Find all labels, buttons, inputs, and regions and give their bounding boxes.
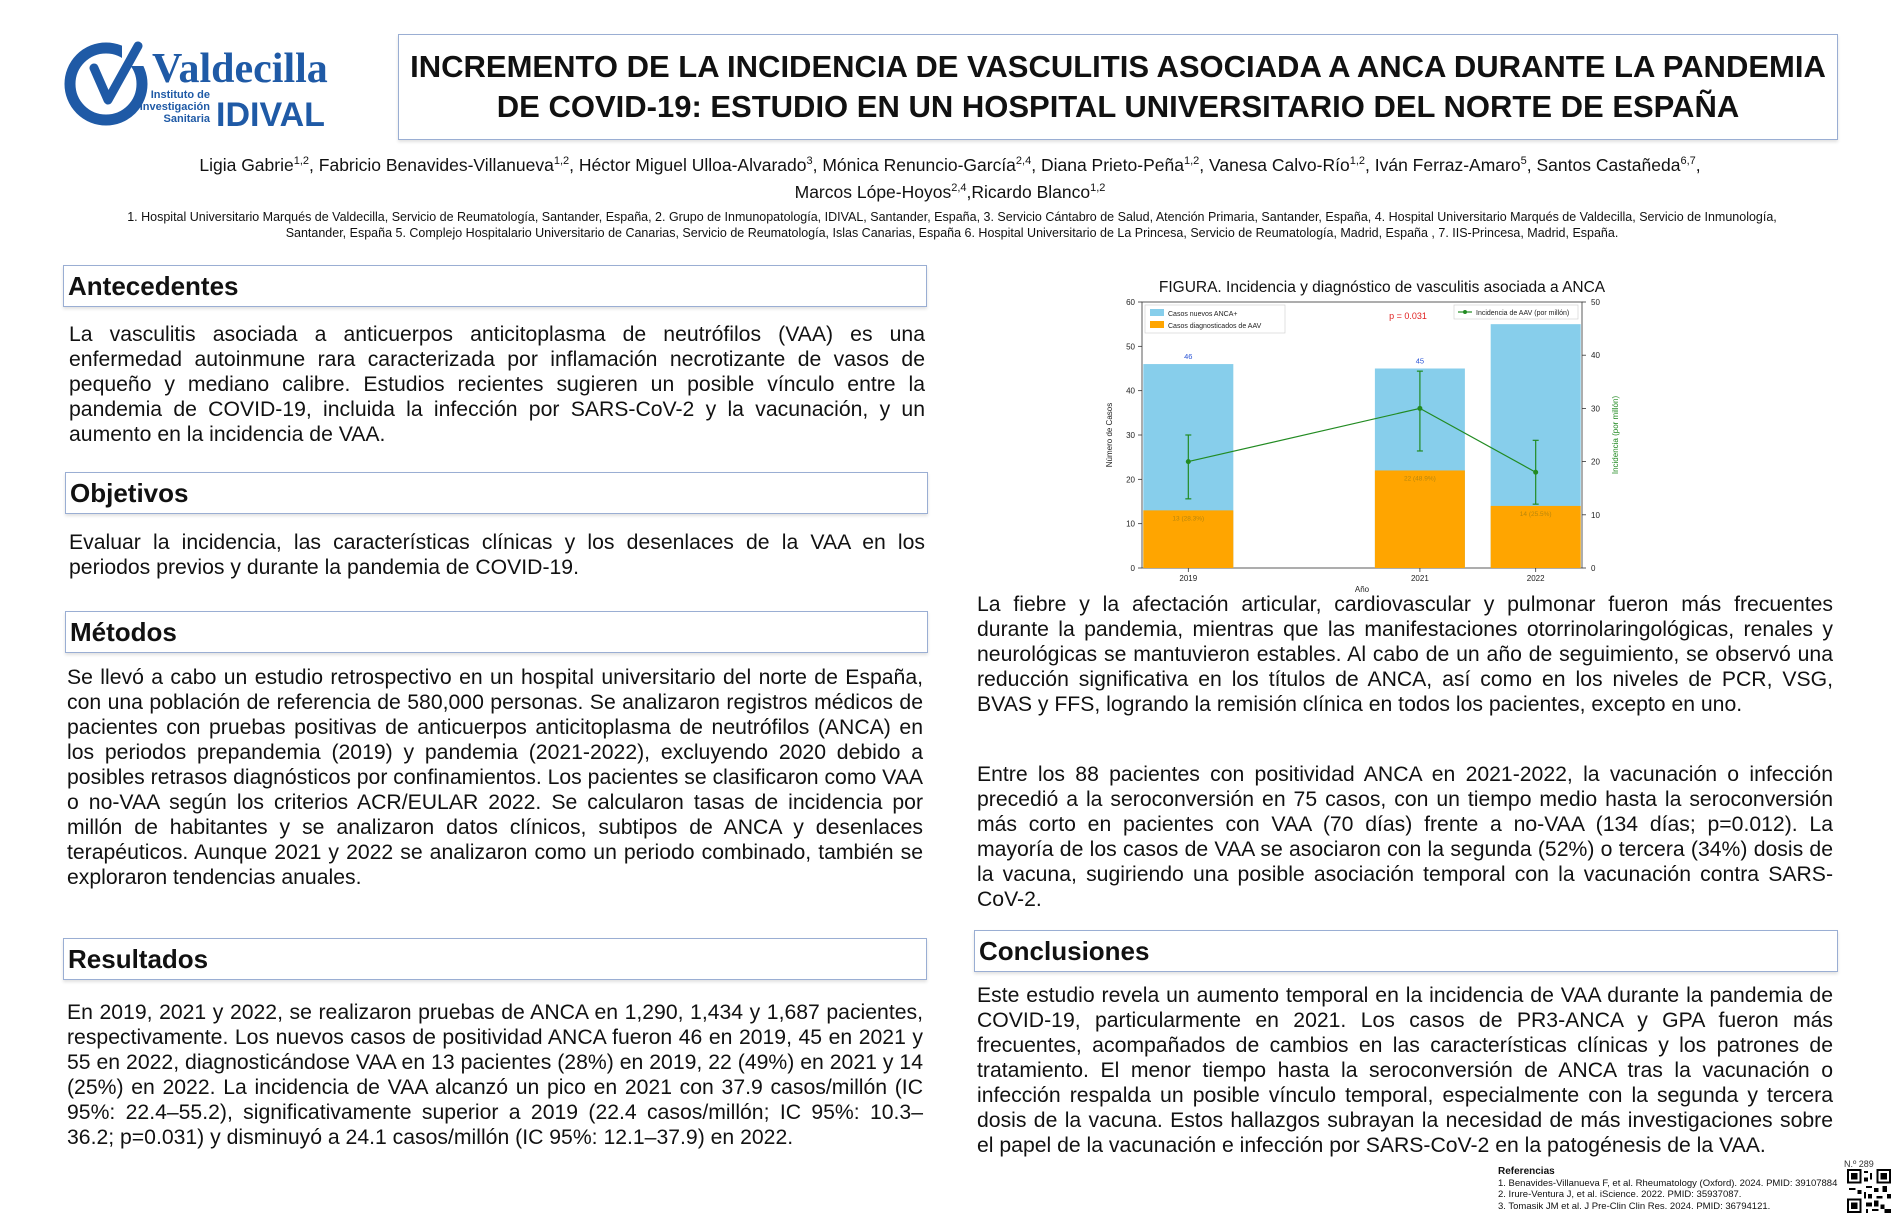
author-name: Fabricio Benavides-Villanueva <box>318 154 554 175</box>
legend-label: Casos nuevos ANCA+ <box>1168 311 1238 318</box>
y-axis-label: Número de Casos <box>1105 402 1114 468</box>
title-line-1: INCREMENTO DE LA INCIDENCIA DE VASCULITIS ASOCIADA A ANCA DURANTE LA PANDEMIA <box>410 49 1826 84</box>
author-affiliation-sup: 1,2 <box>553 155 570 167</box>
bar-inner-label: 13 (28.3%) <box>1172 515 1205 523</box>
author-list: Ligia Gabrie$^{1,2}$, Fabricio Benavides-Villanueva$^{1,2}$, Héctor Miguel Ulloa-Alvarado$^3$, Mónica Renuncio-García$^{2,4}$, Diana Prieto-Peña$^{1,2}$, Vanesa Calvo-Río$^{1,2}$, Iván Ferraz-Amaro$^5$, Santos Castañeda$^{6,7}$, Marcos Lópe-Hoyos$^{2,4}$,Ricardo Blanco$^{1,2}$ <box>199 154 1701 202</box>
incidence-point <box>1533 470 1538 475</box>
author-name: Mónica Renuncio-García <box>822 154 1016 175</box>
y2-tick-label: 30 <box>1591 404 1600 414</box>
author-affiliation-sup: 1,2 <box>1183 155 1200 167</box>
author-name: Santos Castañeda <box>1536 154 1681 175</box>
references-title: Referencias <box>1498 1166 1555 1177</box>
conclusiones-text: Este estudio revela un aumento temporal en la incidencia de VAA durante la pandemia de COVID-19, particularmente en 2021. Los casos de PR3-ANCA y GPA fueron más frecuentes, acompañados de cambios en las características clínicas y los patrones de tratamiento. El menor tiempo hasta la seroconversión de ANCA tras la vacunación o infección respalda un posible vínculo temporal, especialmente con la segunda y tercera dosis de la vacuna. Estos hallazgos subrayan la necesidad de más investigaciones sobre el papel de la vacunación e infección por SARS-CoV-2 en la patogénesis de la VAA. <box>977 984 1833 1157</box>
y-tick-label: 0 <box>1130 564 1135 573</box>
chart-title: FIGURA. Incidencia y diagnóstico de vasculitis asociada a ANCA <box>1158 279 1606 296</box>
author-name: Marcos Lópe-Hoyos <box>794 181 952 202</box>
resultados-text: En 2019, 2021 y 2022, se realizaron pruebas de ANCA en 1,290, 1,434 y 1,687 pacientes, respectivamente. Los nuevos casos de positividad ANCA fueron 46 en 2019, 45 en 2021 y 55 en 2022, diagnosticándose VAA en 13 pacientes (28%) en 2019, 22 (49%) en 2021 y 14 (25%) en 2022. La incidencia de VAA alcanzó un pico en 2021 con 37.9 casos/millón (IC 95%: 22.4–55.2), significativamente superior a 2019 (22.4 casos/millón; IC 95%: 10.3–36.2; p=0.031) y disminuyó a 24.1 casos/millón (IC 95%: 12.1–37.9) en 2022. <box>67 1001 923 1149</box>
legend-label: Incidencia de AAV (por millón) <box>1476 310 1570 317</box>
author-name: Ricardo Blanco <box>971 181 1091 202</box>
section-heading-antecedentes: Antecedentes <box>63 265 927 307</box>
author-name: Diana Prieto-Peña <box>1040 154 1184 175</box>
logo-line1: Instituto de <box>150 89 210 101</box>
x-tick-label: 2022 <box>1526 574 1545 583</box>
valdecilla-idival-logo <box>64 38 354 130</box>
author-affiliation-sup: 2,4 <box>1015 155 1032 167</box>
incidence-chart <box>1098 274 1628 594</box>
author-affiliation-sup: 1,2 <box>1349 155 1365 167</box>
bar-value-label: 46 <box>1184 352 1193 362</box>
objetivos-text: Evaluar la incidencia, las características clínicas y los desenlaces de la VAA en los periodos previos y durante la pandemia de COVID-19. <box>69 531 925 579</box>
y2-tick-label: 20 <box>1591 457 1600 467</box>
author-affiliation-sup: 1,2 <box>293 155 310 167</box>
logo-brand: Valdecilla <box>152 46 328 92</box>
title-line-2: DE COVID-19: ESTUDIO EN UN HOSPITAL UNIVERSITARIO DEL NORTE DE ESPAÑA <box>496 89 1740 124</box>
y-tick-label: 40 <box>1126 386 1135 396</box>
legend-label: Casos diagnosticados de AAV <box>1168 323 1262 330</box>
results-paragraph-3: Entre los 88 pacientes con positividad ANCA en 2021-2022, la vacunación o infección precedió a la seroconversión en 75 casos, con un tiempo medio hasta la seroconversión más corto en pacientes con VAA (70 días) frente a no-VAA (134 días; p=0.012). La mayoría de los casos de VAA se asociaron con la segunda (52%) o tercera (34%) dosis de la vacuna, sugiriendo una posible asociación temporal con la vacunación contra SARS-CoV-2. <box>977 763 1833 911</box>
y-tick-label: 60 <box>1126 298 1135 307</box>
y-tick-label: 50 <box>1126 342 1135 352</box>
metodos-text: Se llevó a cabo un estudio retrospectivo en un hospital universitario del norte de España, con una población de referencia de 580,000 personas. Se analizaron registros médicos de pacientes con pruebas positivas de anticuerpos anticitoplasma de neutrófilos (ANCA) en los periodos prepandemia (2019) y pandemia (2021-2022), excluyendo 2020 debido a posibles retrasos diagnósticos por confinamientos. Los pacientes se clasificaron como VAA o no-VAA según los criterios ACR/EULAR 2022. Se calcularon tasas de incidencia por millón de habitantes y se analizaron datos clínicos, subtipos de ANCA y desenlaces terapéuticos. Aunque 2021 y 2022 se analizaron como un periodo combinado, también se exploraron tendencias anuales. <box>67 666 923 889</box>
y2-tick-label: 10 <box>1591 510 1600 520</box>
legend-swatch <box>1150 321 1164 328</box>
section-heading-resultados: Resultados <box>63 938 927 980</box>
reference-3: 3. Tomasik JM et al. J Pre-Clin Clin Res. 2024. PMID: 36794121. <box>1498 1200 1771 1212</box>
author-name: Vanesa Calvo-Río <box>1208 154 1350 175</box>
poster-number: N.º 289 <box>1844 1159 1874 1169</box>
author-affiliation-sup: 5 <box>1520 155 1527 167</box>
chart-plot-area <box>1105 298 1620 594</box>
p-value-annotation: p = 0.031 <box>1389 311 1427 321</box>
y2-tick-label: 40 <box>1591 351 1600 361</box>
x-tick-label: 2019 <box>1179 574 1198 583</box>
results-paragraph-2: La fiebre y la afectación articular, cardiovascular y pulmonar fueron más frecuentes durante la pandemia, mientras que las manifestaciones otorrinolaringológicas, renales y neurológicas se mantuvieron estables. Al cabo de un año de seguimiento, se observó una reducción significativa en los títulos de ANCA, así como en los niveles de PCR, VSG, BVAS y FFS, logrando la remisión clínica en todos los pacientes, excepto en uno. <box>977 593 1833 716</box>
y-tick-label: 20 <box>1126 475 1135 485</box>
y2-tick-label: 50 <box>1591 298 1600 307</box>
logo-line3: Sanitaria <box>163 113 210 125</box>
antecedentes-text: La vasculitis asociada a anticuerpos anticitoplasma de neutrófilos (VAA) es una enfermedad autoinmune rara caracterizada por inflamación necrotizante de vasos de pequeño y mediano calibre. Estudios recientes sugieren un posible vínculo entre la pandemia de COVID-19, incluida la infección por SARS-CoV-2 y la vacunación, y un aumento en la incidencia de VAA. <box>69 323 925 446</box>
qr-code[interactable] <box>1847 1169 1891 1213</box>
y2-axis-label: Incidencia (por millón) <box>1611 395 1620 475</box>
poster-title <box>398 34 1838 140</box>
legend-line-marker <box>1463 310 1467 314</box>
reference-2: 2. Irure-Ventura J, et al. iScience. 2022. PMID: 35937087. <box>1498 1189 1742 1200</box>
author-name: Iván Ferraz-Amaro <box>1374 154 1521 175</box>
logo-line2: Investigación <box>139 101 210 113</box>
references <box>1498 1166 1883 1212</box>
legend-swatch <box>1150 309 1164 316</box>
bar-value-label: 45 <box>1415 356 1425 366</box>
bar-inner-label: 14 (25.5%) <box>1519 510 1552 518</box>
section-heading-metodos: Métodos <box>65 611 928 653</box>
y-tick-label: 10 <box>1126 519 1135 529</box>
y-tick-label: 30 <box>1126 431 1135 440</box>
author-affiliation-sup: 6,7 <box>1680 155 1696 167</box>
incidence-point <box>1186 459 1191 464</box>
bar-inner-label: 22 (48.9%) <box>1403 475 1436 483</box>
x-tick-label: 2021 <box>1410 574 1429 583</box>
author-affiliation-sup: 1,2 <box>1090 181 1106 194</box>
author-affiliation-sup: 2,4 <box>951 181 967 194</box>
author-affiliation-sup: 3 <box>806 155 813 167</box>
y2-tick-label: 0 <box>1591 564 1596 573</box>
section-heading-objetivos: Objetivos <box>65 472 928 514</box>
author-name: Ligia Gabrie <box>199 154 294 175</box>
reference-1: 1. Benavides-Villanueva F, et al. Rheumatology (Oxford). 2024. PMID: 39107884 <box>1498 1177 1838 1189</box>
x-axis-label: Año <box>1354 585 1370 594</box>
section-heading-conclusiones: Conclusiones <box>974 930 1838 972</box>
author-name: Héctor Miguel Ulloa-Alvarado <box>578 154 807 175</box>
logo-sub: IDIVAL <box>216 96 325 130</box>
bar-aav-diagnosed <box>1375 470 1465 568</box>
logo-emblem <box>70 40 150 120</box>
incidence-point <box>1417 406 1422 411</box>
affiliations: 1. Hospital Universitario Marqués de Valdecilla, Servicio de Reumatología, Santander, España, 2. Grupo de Inmunopatología, IDIVAL, Santander, España, 3. Servicio Cántabro de Salud, Atención Primaria, Santander, España, 4. Hospital Universitario Marqués de Valdecilla, Servicio de Inmunología, Santander, España 5. Complejo Hospitalario Universitario de Canarias, Servicio de Reumatología, Islas Canarias, España 6. Hospital Universitario de La Princesa, Servicio de Reumatología, Madrid, España , 7. IIS-Princesa, Madrid, España. <box>127 210 1777 240</box>
